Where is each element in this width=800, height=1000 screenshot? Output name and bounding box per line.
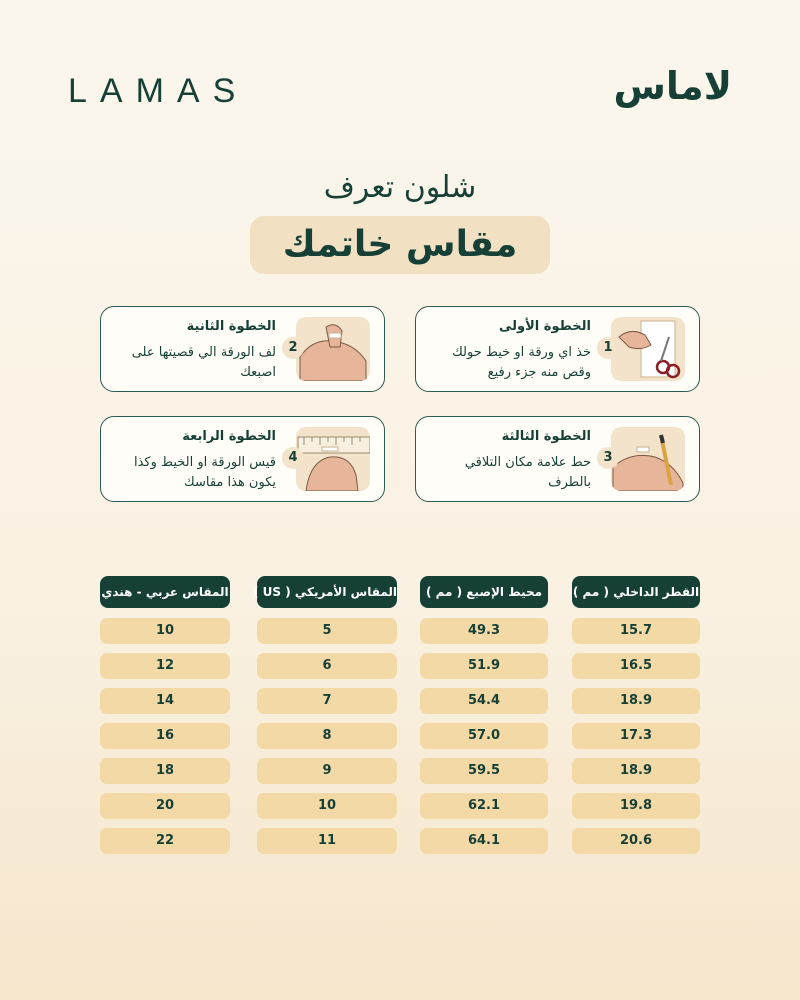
cell-us-size: 8 <box>257 723 397 749</box>
cell-us-size: 7 <box>257 688 397 714</box>
cell-diameter: 15.7 <box>572 618 700 644</box>
cell-circumference: 49.3 <box>420 618 548 644</box>
header-inner-diameter: القطر الداخلي ( مم ) <box>572 576 700 608</box>
header-finger-circumference: محيط الإصبع ( مم ) <box>420 576 548 608</box>
cell-arabic-indian-size: 12 <box>100 653 230 679</box>
step-body-4: قيس الورقة او الخيط وكذا يكون هذا مقاسك <box>133 455 276 490</box>
cell-arabic-indian-size: 16 <box>100 723 230 749</box>
step-title-1: الخطوة الأولى <box>499 319 591 334</box>
cell-diameter: 19.8 <box>572 793 700 819</box>
step-number-3: 3 <box>597 447 619 469</box>
cell-diameter: 18.9 <box>572 688 700 714</box>
step-card-3 <box>415 416 700 502</box>
step-number-2: 2 <box>282 337 304 359</box>
step-title-2: الخطوة الثانية <box>186 319 276 334</box>
cell-circumference: 59.5 <box>420 758 548 784</box>
cell-arabic-indian-size: 18 <box>100 758 230 784</box>
cell-us-size: 9 <box>257 758 397 784</box>
cell-arabic-indian-size: 14 <box>100 688 230 714</box>
step-title-4: الخطوة الرابعة <box>182 429 276 444</box>
step-number-4: 4 <box>282 447 304 469</box>
ruler-measure-illustration <box>296 427 370 491</box>
step-number-1: 1 <box>597 337 619 359</box>
cell-circumference: 62.1 <box>420 793 548 819</box>
step-body-1: خذ اي ورقة او خيط حولك وقص منه جزء رفيع <box>452 345 591 380</box>
cell-arabic-indian-size: 20 <box>100 793 230 819</box>
step-body-2: لف الورقة الي قصيتها على اصبعك <box>131 345 276 380</box>
cell-us-size: 5 <box>257 618 397 644</box>
cell-us-size: 11 <box>257 828 397 854</box>
cell-us-size: 10 <box>257 793 397 819</box>
step-title-3: الخطوة الثالثة <box>501 429 591 444</box>
step-card-2 <box>100 306 385 392</box>
heading-line1: شلون تعرف <box>323 170 477 205</box>
wrap-finger-illustration <box>296 317 370 381</box>
cell-diameter: 20.6 <box>572 828 700 854</box>
header-us-size: المقاس الأمريكي ( US ) <box>257 576 397 608</box>
pencil-mark-illustration <box>611 427 685 491</box>
step-card-4 <box>100 416 385 502</box>
cell-circumference: 57.0 <box>420 723 548 749</box>
heading-line2: مقاس خاتمك <box>250 216 550 274</box>
cell-circumference: 51.9 <box>420 653 548 679</box>
brand-logo-arabic: لاماس <box>613 64 732 108</box>
cell-circumference: 54.4 <box>420 688 548 714</box>
brand-logo-latin: LAMAS <box>68 72 249 110</box>
cell-diameter: 18.9 <box>572 758 700 784</box>
cell-diameter: 16.5 <box>572 653 700 679</box>
step-card-1 <box>415 306 700 392</box>
cell-arabic-indian-size: 22 <box>100 828 230 854</box>
cell-diameter: 17.3 <box>572 723 700 749</box>
cell-circumference: 64.1 <box>420 828 548 854</box>
scissors-hand-illustration <box>611 317 685 381</box>
step-body-3: حط علامة مكان التلاقي بالطرف <box>464 455 591 490</box>
cell-us-size: 6 <box>257 653 397 679</box>
cell-arabic-indian-size: 10 <box>100 618 230 644</box>
header-arabic-indian-size: المقاس عربي - هندي <box>100 576 230 608</box>
